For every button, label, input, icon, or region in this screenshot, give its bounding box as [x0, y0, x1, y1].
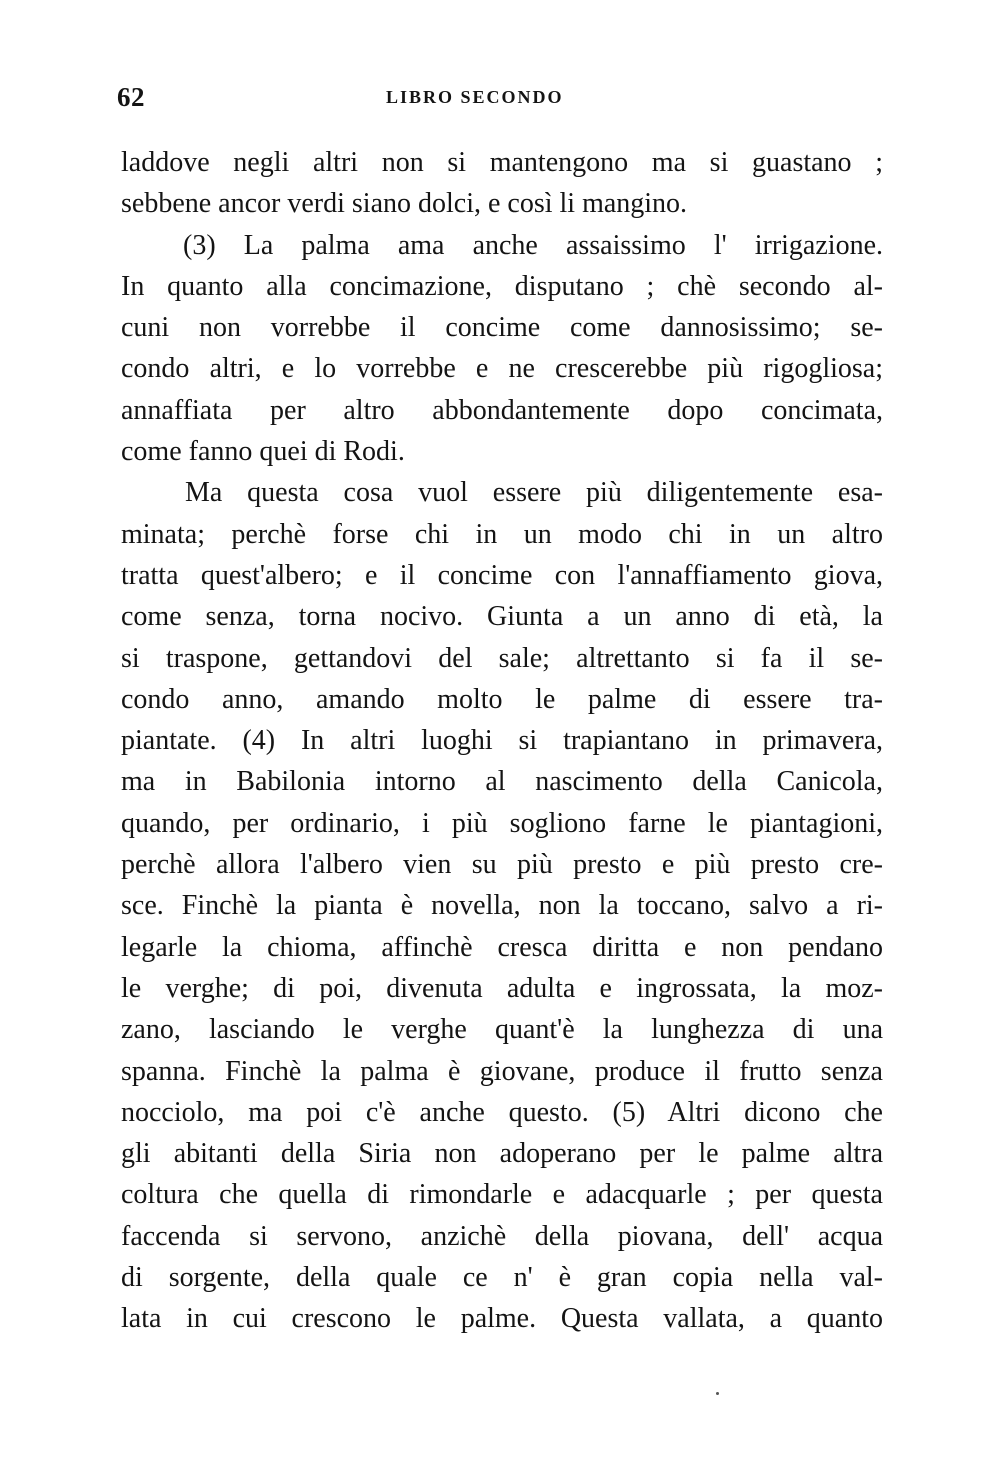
text-line: lata in cui crescono le palme. Questa vallata, a quanto	[121, 1303, 883, 1335]
text-line: le verghe; di poi, divenuta adulta e ingrossata, la moz-	[121, 972, 883, 1004]
text-line: si traspone, gettandovi del sale; altrettanto si fa il se-	[121, 642, 883, 674]
running-head	[117, 82, 887, 118]
text-line: cuni non vorrebbe il concime come dannosissimo; se-	[121, 312, 883, 344]
text-line: nocciolo, ma poi c'è anche questo. (5) Altri dicono che	[121, 1096, 883, 1128]
body-text	[121, 142, 883, 1340]
text-line: di sorgente, della quale ce n' è gran copia nella val-	[121, 1262, 883, 1294]
text-line: Ma questa cosa vuol essere più diligentemente esa-	[185, 477, 883, 509]
text-line: come senza, torna nocivo. Giunta a un anno di età, la	[121, 601, 883, 633]
text-line: sce. Finchè la pianta è novella, non la toccano, salvo a ri-	[121, 890, 883, 922]
text-line: come fanno quei di Rodi.	[121, 436, 405, 468]
text-line: annaffiata per altro abbondantemente dopo concimata,	[121, 394, 883, 426]
text-line: faccenda si servono, anzichè della piovana, dell' acqua	[121, 1220, 883, 1252]
text-line: ma in Babilonia intorno al nascimento della Canicola,	[121, 766, 883, 798]
text-line: perchè allora l'albero vien su più presto e più presto cre-	[121, 849, 883, 881]
text-line: zano, lasciando le verghe quant'è la lunghezza di una	[121, 1014, 883, 1046]
print-speck	[716, 1392, 719, 1395]
book-title: LIBRO SECONDO	[386, 87, 564, 107]
text-line: tratta quest'albero; e il concime con l'annaffiamento giova,	[121, 559, 883, 591]
text-line: sebbene ancor verdi siano dolci, e così li mangino.	[121, 188, 688, 220]
text-line: gli abitanti della Siria non adoperano per le palme altra	[121, 1138, 883, 1170]
text-line: condo altri, e lo vorrebbe e ne crescerebbe più rigogliosa;	[121, 353, 883, 385]
text-line: coltura che quella di rimondarle e adacquarle ; per questa	[121, 1179, 883, 1211]
text-line: condo anno, amando molto le palme di essere tra-	[121, 683, 883, 715]
text-line: spanna. Finchè la palma è giovane, produce il frutto senza	[121, 1055, 883, 1087]
text-line: minata; perchè forse chi in un modo chi in un altro	[121, 518, 883, 550]
text-line: (3) La palma ama anche assaissimo l' irrigazione.	[183, 229, 883, 261]
text-line: quando, per ordinario, i più sogliono farne le piantagioni,	[121, 807, 883, 839]
text-line: laddove negli altri non si mantengono ma si guastano ;	[121, 147, 883, 178]
text-line: piantate. (4) In altri luoghi si trapiantano in primavera,	[121, 725, 883, 757]
page-number: 62	[117, 82, 145, 112]
text-line: In quanto alla concimazione, disputano ; chè secondo al-	[121, 270, 883, 302]
text-line: legarle la chioma, affinchè cresca diritta e non pendano	[121, 931, 883, 963]
